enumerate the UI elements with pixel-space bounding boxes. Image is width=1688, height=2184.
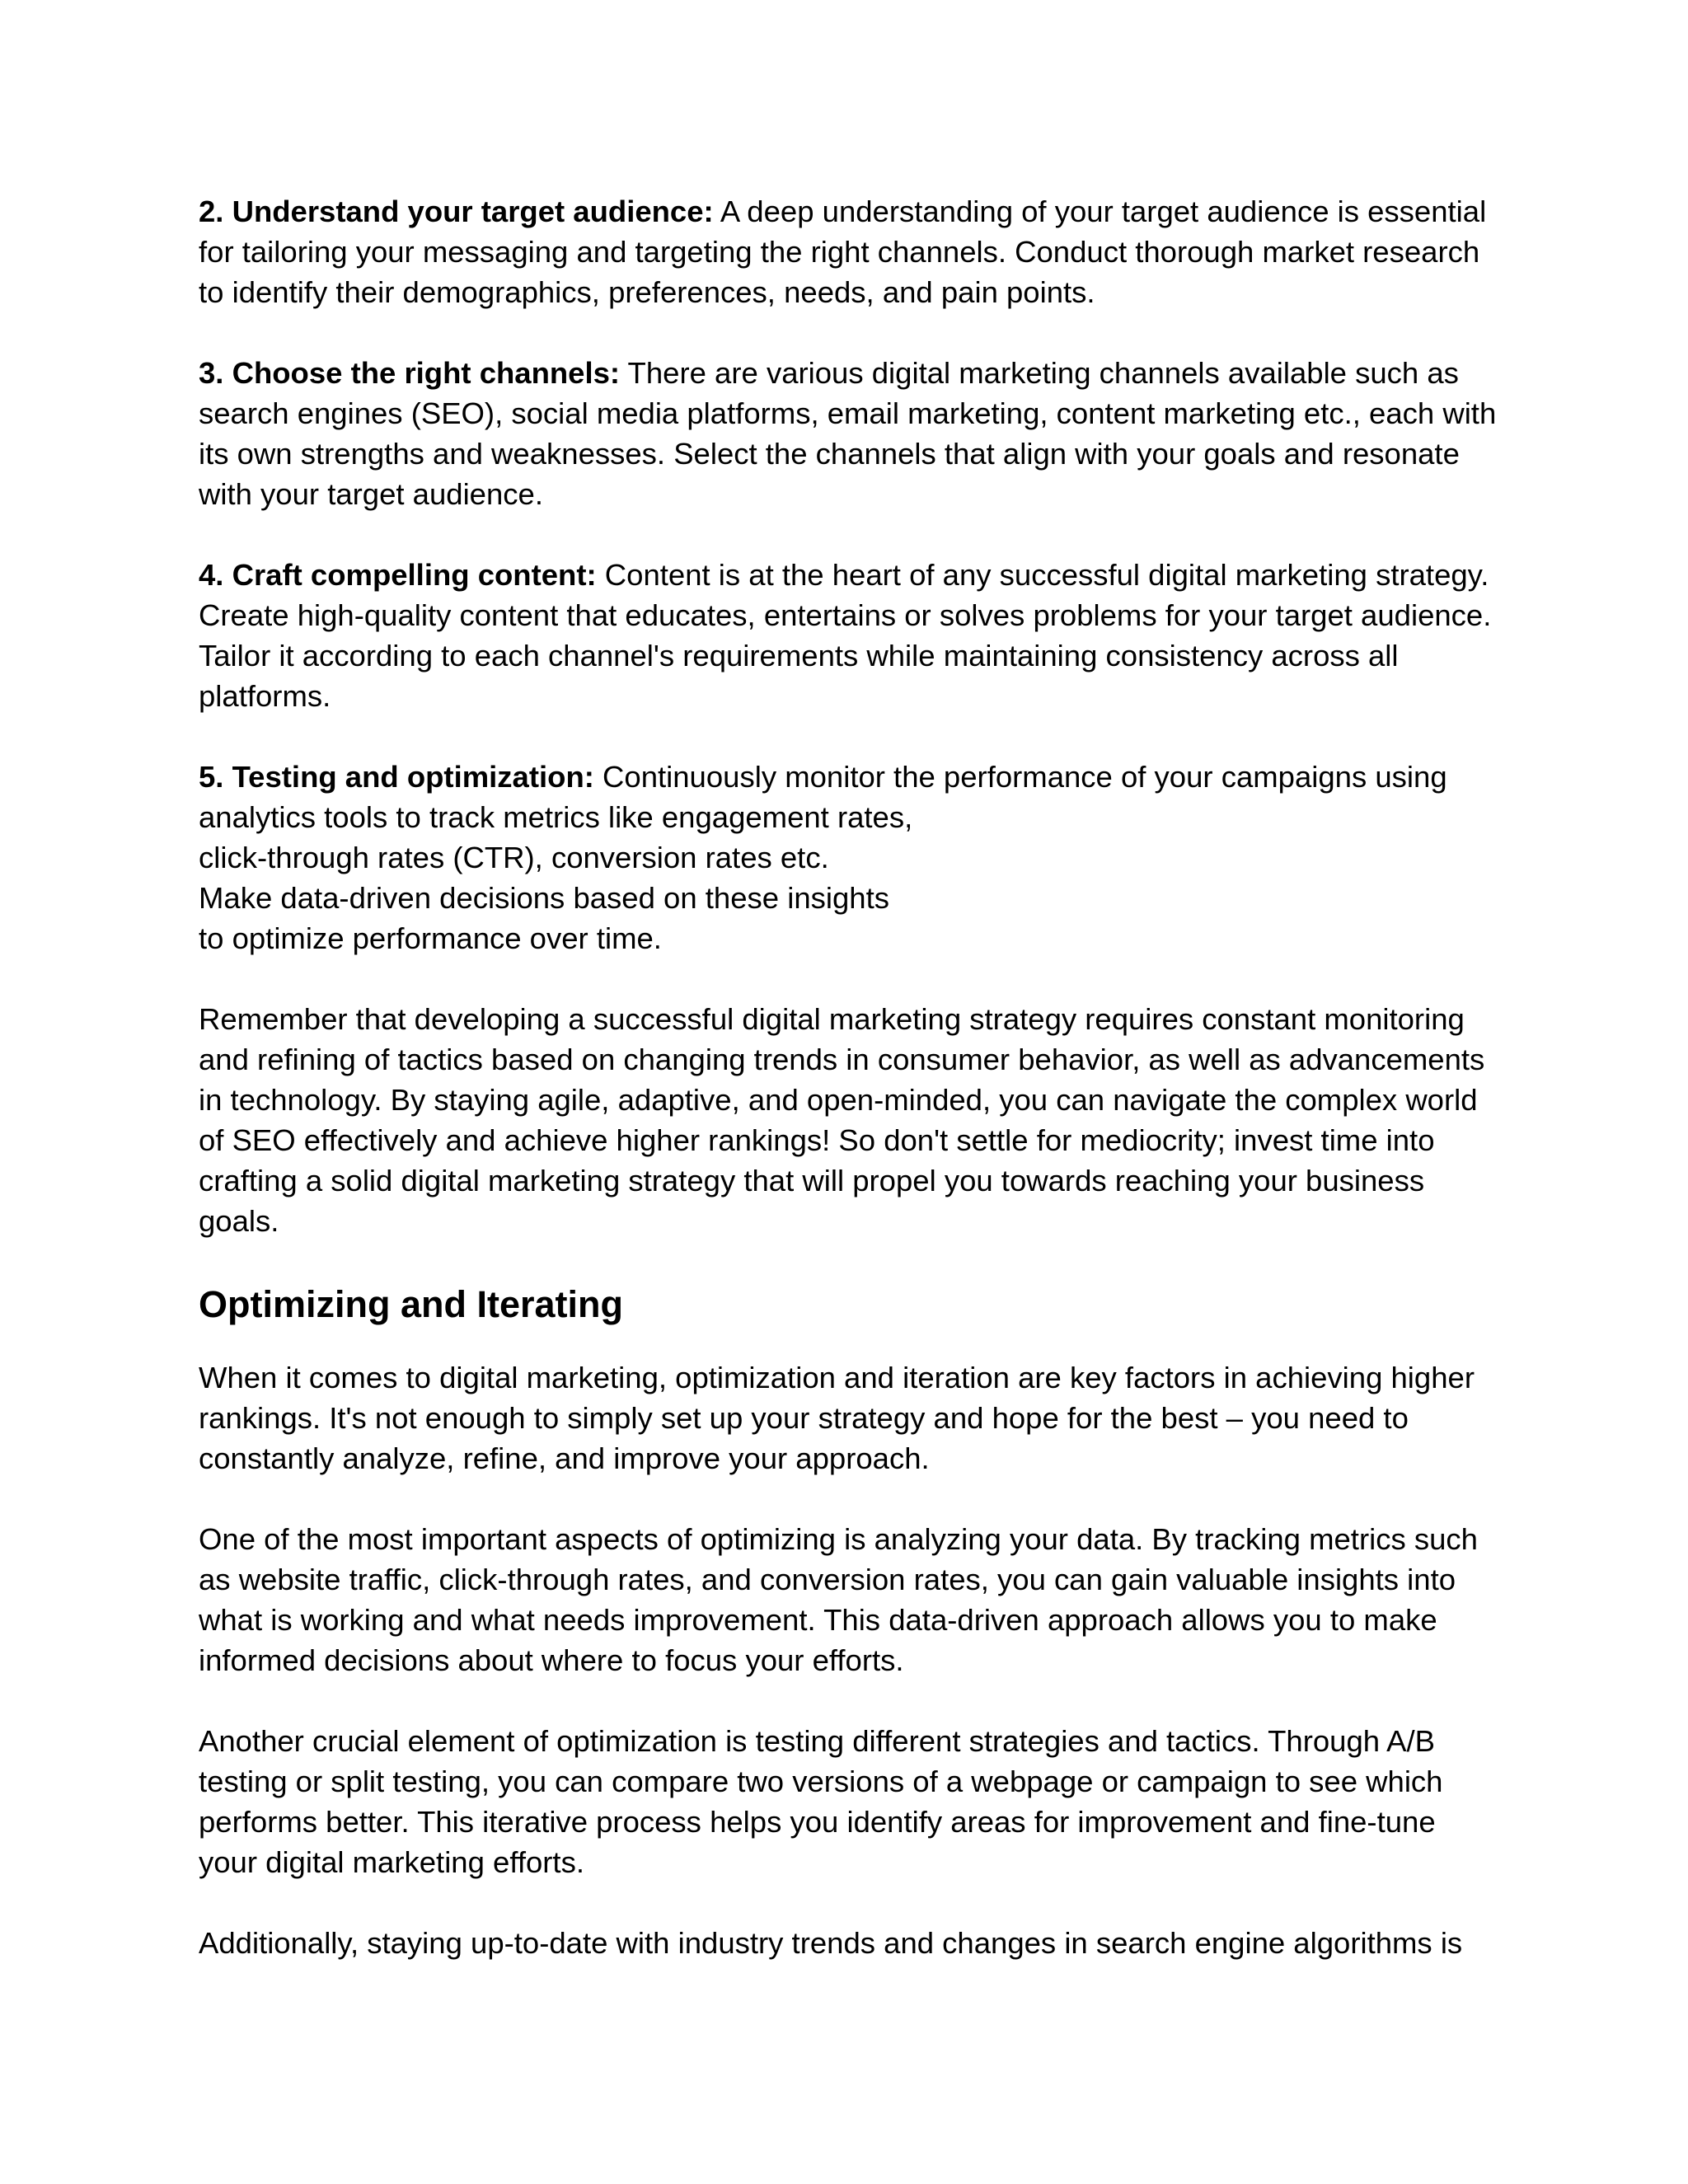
item-testing-optimization (199, 757, 1501, 958)
item-text: Content is at the heart of any successful digital marketing strategy. Create high-quality content that educates, entertains or solves problems for your target audience. Tailor it according to each channel's requirements while maintaining consistency across all platforms. (199, 558, 1492, 713)
item-understand-audience (199, 191, 1501, 312)
item-choose-channels (199, 353, 1501, 514)
section-paragraph: Another crucial element of optimization is testing different strategies and tactics. Through A/B testing or split testing, you can compare two versions of a webpage or campaign to see which performs better. This iterative process helps you identify areas for improvement and fine-tune your digital marketing efforts. (199, 1724, 1443, 1879)
item-craft-content (199, 555, 1501, 716)
item-lead: 3. Choose the right channels: (199, 356, 621, 390)
item-text: A deep understanding of your target audience is essential for tailoring your messaging and targeting the right channels. Conduct thorough market research to identify their demographics, preferences, needs, and pain points. (199, 194, 1487, 309)
item-text: There are various digital marketing channels available such as search engines (SEO), social media platforms, email marketing, content marketing etc., each with its own strengths and weaknesses. Select the channels that align with your goals and resonate with your target audience. (199, 356, 1497, 511)
item-text-line: to optimize performance over time. (199, 921, 662, 955)
section-paragraph: One of the most important aspects of optimizing is analyzing your data. By tracking metrics such as website traffic, click-through rates, and conversion rates, you can gain valuable insights into what is working and what needs improvement. This data-driven approach allows you to make informed decisions about where to focus your efforts. (199, 1522, 1478, 1677)
document-body (199, 191, 1501, 1963)
item-text-line: Make data-driven decisions based on these insights (199, 881, 889, 915)
item-lead: 4. Craft compelling content: (199, 558, 597, 592)
item-lead: 2. Understand your target audience: (199, 194, 714, 228)
item-text-line: Continuously monitor the performance of your campaigns using analytics tools to track metrics like engagement rates, (199, 760, 1447, 834)
remember-paragraph: Remember that developing a successful digital marketing strategy requires constant monitoring and refining of tactics based on changing trends in consumer behavior, as well as advancements in technology. By staying agile, adaptive, and open-minded, you can navigate the complex world of SEO effectively and achieve higher rankings! So don't settle for mediocrity; invest time into crafting a solid digital marketing strategy that will propel you towards reaching your business goals. (199, 1002, 1485, 1238)
item-lead: 5. Testing and optimization: (199, 760, 594, 794)
section-paragraph: When it comes to digital marketing, optimization and iteration are key factors in achieving higher rankings. It's not enough to simply set up your strategy and hope for the best – you need to constantly analyze, refine, and improve your approach. (199, 1361, 1475, 1475)
item-text-line: click-through rates (CTR), conversion rates etc. (199, 841, 829, 874)
section-heading: Optimizing and Iterating (199, 1283, 623, 1325)
section-paragraph: Additionally, staying up-to-date with industry trends and changes in search engine algorithms is (199, 1926, 1463, 1960)
